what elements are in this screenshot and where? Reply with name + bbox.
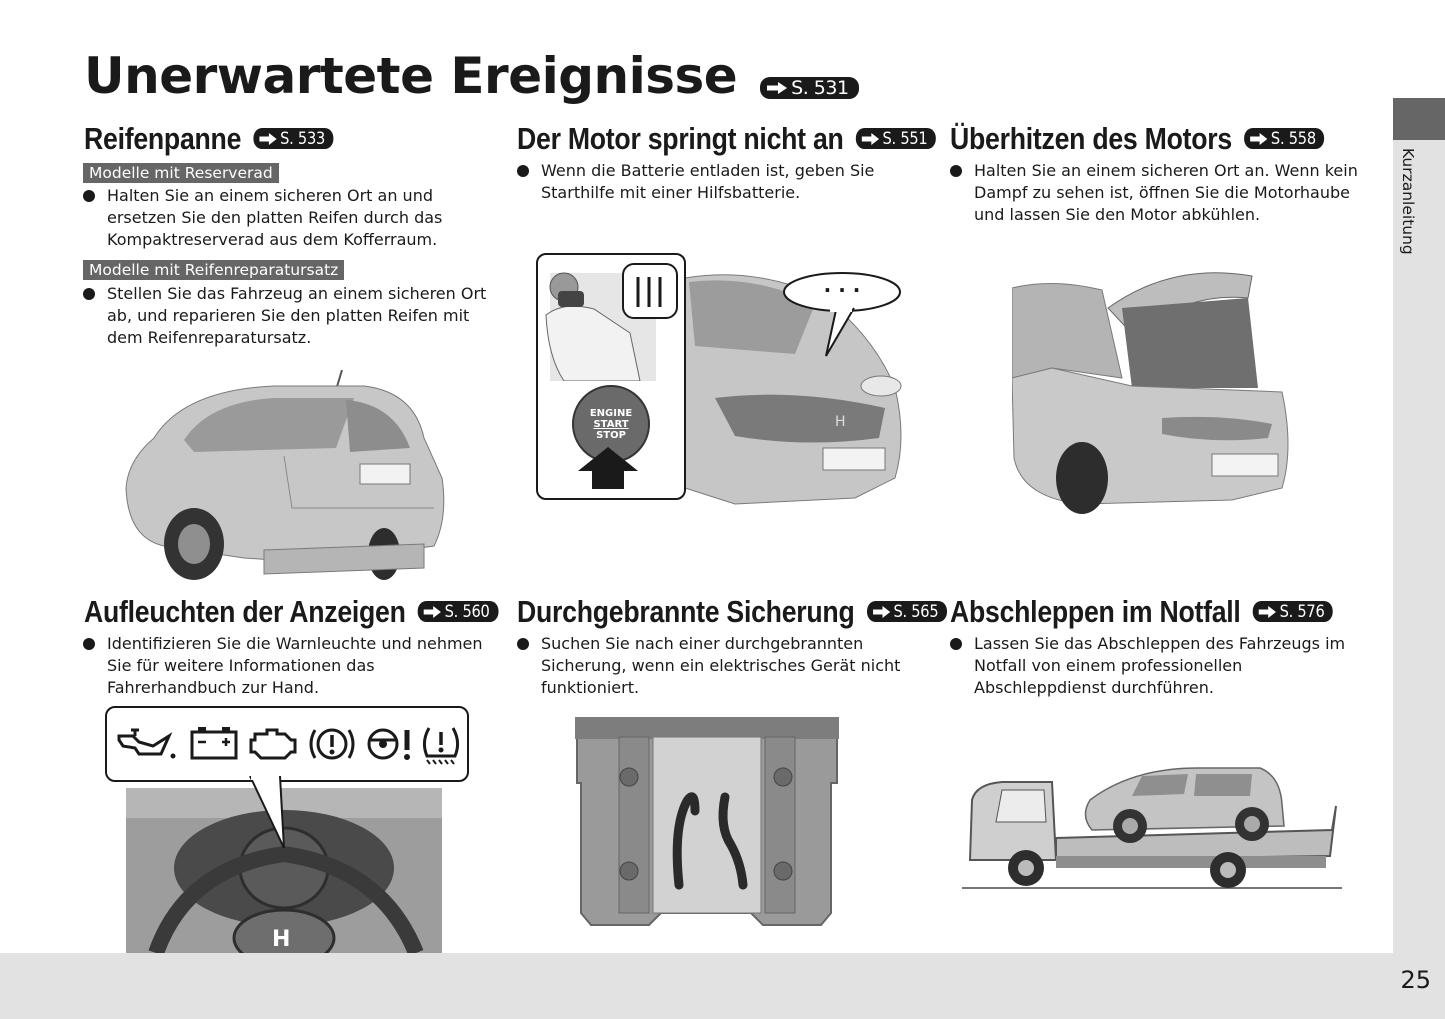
- bullet-reifenpanne-2: Stellen Sie das Fahrzeug an einem sicheren Ort ab, und reparieren Sie den platten Reifen mit dem Reifenreparatursatz.: [83, 283, 493, 349]
- ref-link-sicherung[interactable]: S. 565: [867, 601, 947, 622]
- arrow-right-icon: [1258, 606, 1277, 618]
- press-arrow-up-icon: [576, 445, 640, 491]
- model-tag-reparatursatz: Modelle mit Reifenreparatursatz: [83, 260, 344, 280]
- speech-bubble-text: · · ·: [823, 278, 861, 302]
- car-rear-illustration: [124, 368, 450, 584]
- engine-start-stop-button[interactable]: ENGINE START STOP: [572, 385, 650, 463]
- battery-icon: [189, 724, 239, 762]
- bullet-dot: [83, 190, 95, 202]
- arrow-right-icon: [1249, 133, 1268, 145]
- key-start-box: [536, 253, 686, 500]
- side-tab-label: Kurzanleitung: [1399, 148, 1417, 255]
- bullet-dot: [517, 638, 529, 650]
- bullet-ueberhitzen: Halten Sie an einem sicheren Ort an. Wenn kein Dampf zu sehen ist, öffnen Sie die Motorhaube und lassen Sie den Motor abkühlen.: [950, 160, 1360, 226]
- svg-text:H: H: [272, 927, 291, 952]
- section-heading-ueberhitzen: Überhitzen des Motors S. 558: [950, 121, 1324, 157]
- callout-pointer: [244, 776, 294, 852]
- tow-truck-illustration: [962, 760, 1344, 892]
- side-tab-marker: [1393, 98, 1445, 140]
- ref-link-abschleppen[interactable]: S. 576: [1253, 601, 1333, 622]
- bullet-sicherung: Suchen Sie nach einer durchgebrannten Sicherung, wenn ein elektrisches Gerät nicht funktioniert.: [517, 633, 917, 699]
- ref-link-reifenpanne[interactable]: S. 533: [253, 128, 333, 149]
- section-heading-sicherung: Durchgebrannte Sicherung S. 565: [517, 594, 947, 630]
- arrow-right-icon: [872, 606, 891, 618]
- ref-link-ueberhitzen[interactable]: S. 558: [1244, 128, 1324, 149]
- page-ref-link[interactable]: S. 531: [760, 77, 858, 99]
- bullet-anzeigen: Identifizieren Sie die Warnleuchte und nehmen Sie für weitere Informationen das Fahrerhandbuch zur Hand.: [83, 633, 493, 699]
- page-footer-band: [0, 953, 1445, 1019]
- arrow-right-icon: [259, 133, 278, 145]
- section-heading-anzeigen: Aufleuchten der Anzeigen S. 560: [84, 594, 498, 630]
- bullet-motor: Wenn die Batterie entladen ist, geben Sie Starthilfe mit einer Hilfsbatterie.: [517, 160, 897, 204]
- bullet-dot: [517, 165, 529, 177]
- section-heading-motor: Der Motor springt nicht an S. 551: [517, 121, 936, 157]
- section-heading-abschleppen: Abschleppen im Notfall S. 576: [950, 594, 1333, 630]
- oil-pressure-icon: [117, 722, 179, 764]
- engine-check-icon: [247, 722, 299, 764]
- bullet-reifenpanne-1: Halten Sie an einem sicheren Ort an und ersetzen Sie den platten Reifen durch das Kompaktreserverad aus dem Kofferraum.: [83, 185, 483, 251]
- arrow-right-icon: [766, 82, 788, 94]
- bullet-dot: [950, 638, 962, 650]
- blown-fuse-illustration: [575, 717, 839, 929]
- battery-low-indicator: [622, 263, 678, 319]
- power-steering-icon: [365, 722, 417, 766]
- bullet-abschleppen: Lassen Sie das Abschleppen des Fahrzeugs im Notfall von einem professionellen Abschleppdienst durchführen.: [950, 633, 1350, 699]
- ref-link-motor[interactable]: S. 551: [856, 128, 936, 149]
- car-open-hood-illustration: [1012, 268, 1294, 520]
- arrow-right-icon: [861, 133, 880, 145]
- page-title-text: Unerwartete Ereignisse: [84, 47, 738, 105]
- ref-link-anzeigen[interactable]: S. 560: [418, 601, 498, 622]
- warning-lights-callout: [105, 706, 469, 782]
- signal-bars-icon: [624, 265, 676, 317]
- arrow-right-icon: [423, 606, 442, 618]
- svg-text:H: H: [835, 414, 846, 430]
- section-heading-reifenpanne: Reifenpanne S. 533: [84, 121, 334, 157]
- tire-pressure-icon: [421, 722, 461, 766]
- brake-warning-icon: [307, 722, 357, 766]
- page-title: [84, 46, 859, 106]
- model-tag-reserverad: Modelle mit Reserverad: [83, 163, 279, 183]
- bullet-dot: [950, 165, 962, 177]
- page-number: 25: [1400, 966, 1431, 994]
- bullet-dot: [83, 638, 95, 650]
- bullet-dot: [83, 288, 95, 300]
